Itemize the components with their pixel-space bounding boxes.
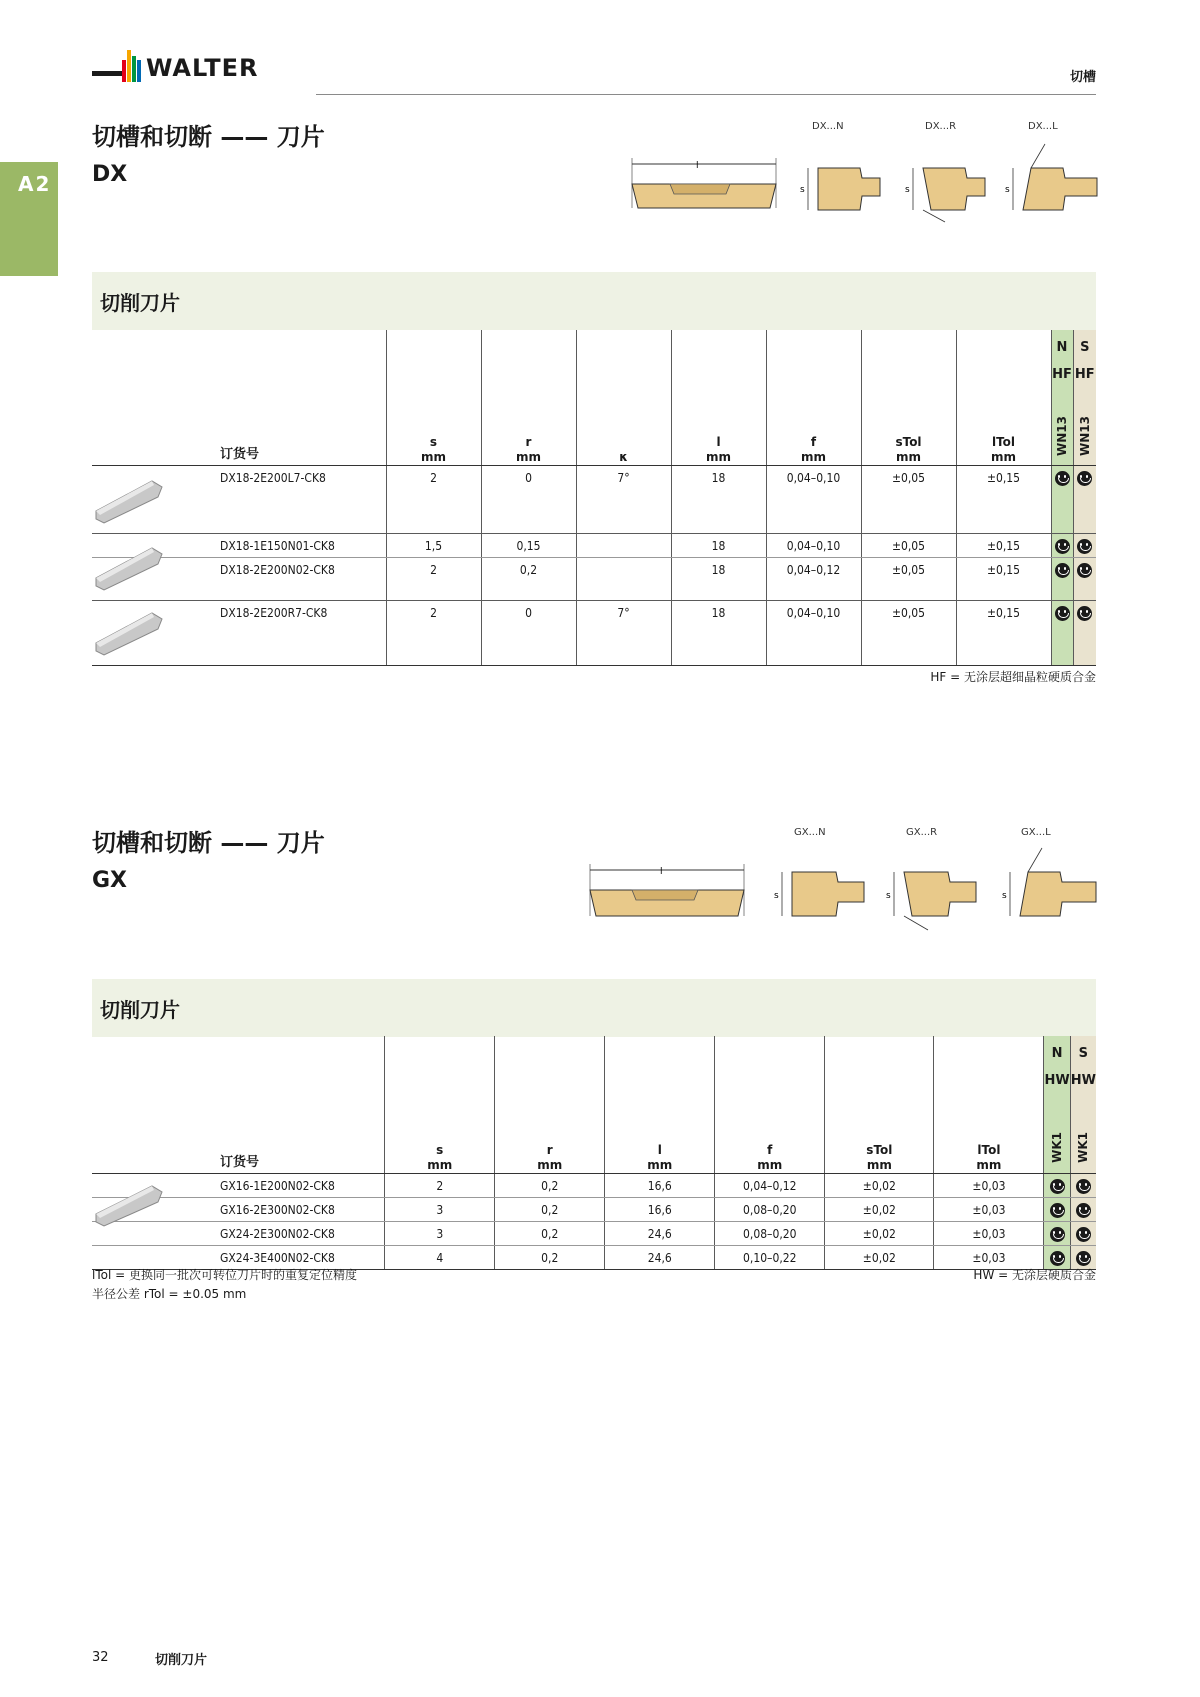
table-row	[92, 1173, 1096, 1197]
grade-wk1-n: WK1	[1050, 1132, 1065, 1163]
cell-ltol: ±0,15	[956, 557, 1051, 600]
cell-s: 3	[385, 1221, 495, 1245]
suitability-icon	[1070, 1173, 1096, 1197]
insert-n-diagram	[800, 158, 890, 218]
section-title-gx: 切槽和切断 —— 刀片	[92, 829, 325, 857]
suitability-icon	[1073, 557, 1096, 600]
table-row	[92, 600, 1096, 665]
insert-length-diagram	[588, 864, 748, 924]
cell-stol: ±0,02	[825, 1221, 934, 1245]
cell-f: 0,04–0,10	[766, 533, 861, 557]
suitability-icon	[1070, 1221, 1096, 1245]
header-stol: sTol mm	[861, 330, 956, 465]
cell-l: 24,6	[605, 1221, 715, 1245]
diagram-label-n: GX...N	[794, 827, 826, 838]
section-title-dx: 切槽和切断 —— 刀片	[92, 123, 325, 151]
table-row	[92, 1221, 1096, 1245]
diagram-label-n: DX...N	[812, 121, 844, 132]
insert-r-diagram	[905, 158, 995, 228]
suitability-icon	[1051, 533, 1073, 557]
cell-s: 3	[385, 1197, 495, 1221]
svg-text:s: s	[905, 185, 910, 195]
grade-wn13-n: WN13	[1055, 416, 1069, 456]
insert-photo	[92, 540, 164, 592]
section-code-dx: DX	[92, 162, 128, 187]
insert-photo	[92, 1178, 164, 1230]
band-title: 切削刀片	[100, 291, 180, 315]
cell-ltol: ±0,15	[956, 600, 1051, 665]
cell-r: 0,2	[495, 1173, 605, 1197]
cell-f: 0,04–0,10	[766, 465, 861, 533]
header-s: s mm	[386, 330, 481, 465]
cell-l: 18	[671, 533, 766, 557]
insert-r-diagram	[884, 862, 980, 936]
cell-l: 18	[671, 557, 766, 600]
header-ltol: lTol mm	[934, 1036, 1044, 1173]
header-f: f mm	[766, 330, 861, 465]
order-code: GX16-1E200N02-CK8	[92, 1173, 385, 1197]
header-kappa: κ	[576, 330, 671, 465]
cell-r: 0,2	[481, 557, 576, 600]
cell-stol: ±0,05	[861, 533, 956, 557]
insert-length-diagram	[630, 158, 780, 218]
cell-stol: ±0,05	[861, 600, 956, 665]
cell-l: 16,6	[605, 1173, 715, 1197]
cell-ltol: ±0,15	[956, 533, 1051, 557]
header-r: r mm	[495, 1036, 605, 1173]
diagram-label-l: GX...L	[1021, 827, 1051, 838]
insert-n-diagram	[772, 862, 868, 926]
band-cutting-inserts-dx	[92, 272, 1096, 330]
cell-stol: ±0,02	[825, 1173, 934, 1197]
header-l: l mm	[671, 330, 766, 465]
cell-ltol: ±0,03	[934, 1221, 1044, 1245]
header-stol: sTol mm	[825, 1036, 934, 1173]
cell-l: 16,6	[605, 1197, 715, 1221]
band-cutting-inserts-gx	[92, 979, 1096, 1037]
insert-l-diagram	[1000, 842, 1098, 926]
suitability-icon	[1044, 1221, 1070, 1245]
header-order-no: 订货号	[92, 330, 386, 465]
cell-ltol: ±0,03	[934, 1173, 1044, 1197]
cell-kappa: 7°	[576, 465, 671, 533]
suitability-icon	[1051, 557, 1073, 600]
cell-s: 2	[386, 465, 481, 533]
table-row	[92, 533, 1096, 557]
svg-text:l: l	[696, 161, 699, 171]
cell-f: 0,04–0,10	[766, 600, 861, 665]
page-number: 32	[92, 1650, 109, 1665]
svg-text:s: s	[774, 891, 779, 901]
diagram-label-r: GX...R	[906, 827, 938, 838]
chapter-tab	[0, 162, 58, 276]
svg-text:s: s	[886, 891, 891, 901]
grade-wn13-s: WN13	[1077, 416, 1092, 456]
insert-photo	[92, 473, 164, 525]
note-radius-tolerance: 半径公差 rTol = ±0.05 mm	[92, 1287, 247, 1301]
order-code: DX18-2E200L7-CK8	[92, 465, 386, 533]
cell-l: 18	[671, 600, 766, 665]
cell-f: 0,08–0,20	[715, 1197, 825, 1221]
brand-wordmark: WALTER	[146, 54, 259, 82]
suitability-icon	[1044, 1197, 1070, 1221]
cell-kappa	[576, 533, 671, 557]
suitability-icon	[1073, 600, 1096, 665]
cell-r: 0,2	[495, 1197, 605, 1221]
insert-l-diagram	[1005, 140, 1101, 220]
cell-kappa	[576, 557, 671, 600]
cell-l: 18	[671, 465, 766, 533]
header-material-n: N HF WN13	[1051, 330, 1073, 465]
table-row	[92, 557, 1096, 600]
header-order-no: 订货号	[92, 1036, 385, 1173]
cell-s: 1,5	[386, 533, 481, 557]
header-ltol: lTol mm	[956, 330, 1051, 465]
cell-ltol: ±0,03	[934, 1197, 1044, 1221]
cell-f: 0,04–0,12	[715, 1173, 825, 1197]
cell-ltol: ±0,03	[934, 1245, 1044, 1269]
note-ltol: lTol = 更换同一批次可转位刀片时的重复定位精度	[92, 1268, 357, 1282]
cell-f: 0,10–0,22	[715, 1245, 825, 1269]
table-row	[92, 465, 1096, 533]
cell-kappa: 7°	[576, 600, 671, 665]
dx-insert-table	[92, 330, 1096, 666]
suitability-icon	[1073, 465, 1096, 533]
svg-text:l: l	[660, 867, 663, 877]
cell-s: 4	[385, 1245, 495, 1269]
header-rule	[316, 94, 1096, 95]
svg-text:s: s	[1005, 185, 1010, 195]
cell-stol: ±0,05	[861, 557, 956, 600]
svg-text:s: s	[800, 185, 805, 195]
header-material-n: N HW WK1	[1044, 1036, 1070, 1173]
header-r: r mm	[481, 330, 576, 465]
header-f: f mm	[715, 1036, 825, 1173]
order-code: GX24-2E300N02-CK8	[92, 1221, 385, 1245]
order-code: DX18-2E200N02-CK8	[92, 557, 386, 600]
section-label: 切槽	[1069, 70, 1096, 85]
order-code: GX24-3E400N02-CK8	[92, 1245, 385, 1269]
footer-label: 切削刀片	[155, 1653, 208, 1668]
order-code: DX18-1E150N01-CK8	[92, 533, 386, 557]
gx-insert-table	[92, 1036, 1096, 1270]
diagram-label-l: DX...L	[1028, 121, 1058, 132]
order-code: GX16-2E300N02-CK8	[92, 1197, 385, 1221]
walter-logo	[92, 46, 292, 86]
cell-stol: ±0,05	[861, 465, 956, 533]
suitability-icon	[1051, 600, 1073, 665]
legend-hf: HF = 无涂层超细晶粒硬质合金	[930, 670, 1096, 684]
header-material-s: S HF WN13	[1073, 330, 1096, 465]
grade-wk1-s: WK1	[1076, 1132, 1091, 1163]
insert-photo	[92, 605, 164, 657]
suitability-icon	[1051, 465, 1073, 533]
cell-r: 0,2	[495, 1221, 605, 1245]
cell-ltol: ±0,15	[956, 465, 1051, 533]
cell-f: 0,08–0,20	[715, 1221, 825, 1245]
cell-r: 0,15	[481, 533, 576, 557]
cell-s: 2	[386, 600, 481, 665]
legend-hw: HW = 无涂层硬质合金	[973, 1268, 1096, 1282]
cell-l: 24,6	[605, 1245, 715, 1269]
cell-r: 0	[481, 600, 576, 665]
section-code-gx: GX	[92, 868, 128, 893]
header-material-s: S HW WK1	[1070, 1036, 1096, 1173]
header-s: s mm	[385, 1036, 495, 1173]
cell-f: 0,04–0,12	[766, 557, 861, 600]
suitability-icon	[1044, 1173, 1070, 1197]
cell-r: 0	[481, 465, 576, 533]
cell-stol: ±0,02	[825, 1197, 934, 1221]
svg-text:s: s	[1002, 891, 1007, 901]
cell-r: 0,2	[495, 1245, 605, 1269]
order-code: DX18-2E200R7-CK8	[92, 600, 386, 665]
cell-s: 2	[386, 557, 481, 600]
band-title: 切削刀片	[100, 998, 180, 1022]
cell-stol: ±0,02	[825, 1245, 934, 1269]
table-row	[92, 1197, 1096, 1221]
diagram-label-r: DX...R	[925, 121, 957, 132]
suitability-icon	[1073, 533, 1096, 557]
chapter-tab-label: A2	[18, 172, 52, 196]
cell-s: 2	[385, 1173, 495, 1197]
suitability-icon	[1070, 1197, 1096, 1221]
header-l: l mm	[605, 1036, 715, 1173]
